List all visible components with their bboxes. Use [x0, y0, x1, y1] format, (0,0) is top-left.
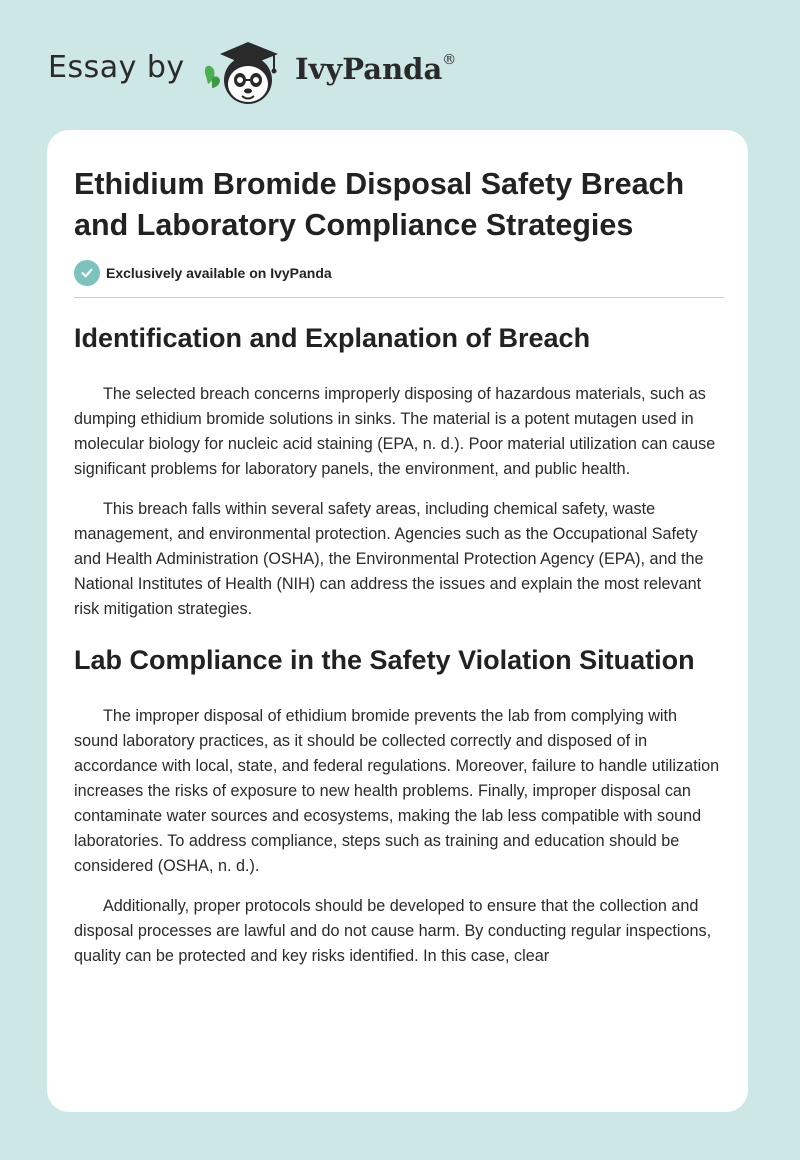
paragraph: This breach falls within several safety areas, including chemical safety, waste management, and environmental protection. Agencies such as the Occupational Safety and Health Administration (OSHA), the Environmental Protection Agency (EPA), and the National Institutes of Health (NIH) can address the issues and explain the most relevant risk mitigation strategies.	[74, 500, 704, 618]
section-heading: Lab Compliance in the Safety Violation Situation	[74, 645, 695, 675]
site-header	[0, 0, 800, 130]
paragraph: The improper disposal of ethidium bromide prevents the lab from complying with sound laboratory practices, as it should be collected correctly and disposed of in accordance with local, state, and federal regulations. Moreover, failure to handle utilization increases the risks of exposure to new health problems. Finally, improper disposal can contaminate water sources and ecosystems, making the lab less compatible with sound laboratories. To address compliance, steps such as training and education should be considered (OSHA, n. d.).	[74, 707, 720, 875]
check-circle-icon	[74, 260, 100, 286]
divider	[74, 297, 724, 298]
paragraph: Additionally, proper protocols should be developed to ensure that the collection and disposal processes are lawful and do not cause harm. By conducting regular inspections, quality can be protected and key risks identified. In this case, clear	[74, 897, 712, 965]
article-title: Ethidium Bromide Disposal Safety Breach and Laboratory Compliance Strategies	[74, 167, 685, 242]
brand-prefix: Essay by	[48, 50, 185, 85]
badge-label: Exclusively available on IvyPanda	[106, 265, 332, 281]
brand-name: IvyPanda®	[295, 52, 457, 86]
paragraph: The selected breach concerns improperly disposing of hazardous materials, such as dumping ethidium bromide solutions in sinks. The material is a potent mutagen used in molecular biology for nucleic acid staining (EPA, n. d.). Poor material utilization can cause significant problems for laboratory panels, the environment, and public health.	[74, 385, 716, 478]
section-heading: Identification and Explanation of Breach	[74, 323, 591, 353]
exclusive-badge	[74, 259, 724, 287]
panda-logo-icon[interactable]	[200, 36, 290, 113]
article-card	[47, 130, 748, 1112]
